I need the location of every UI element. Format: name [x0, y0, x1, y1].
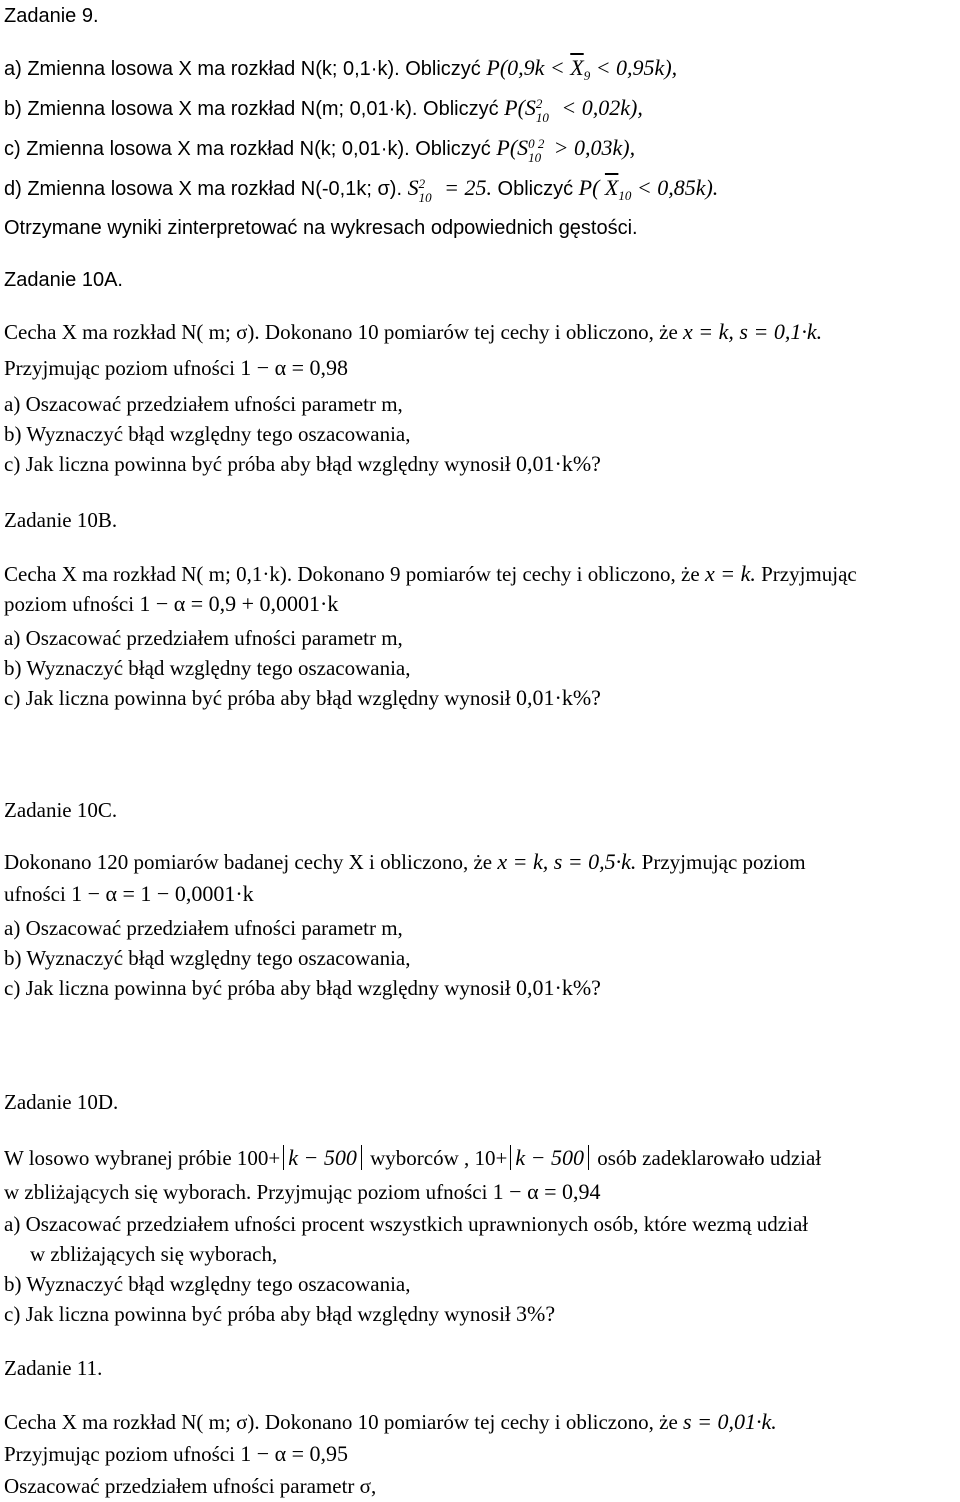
z11-line2-formula: 1 − α = 0,95	[240, 1441, 349, 1466]
z10d-item-b: b) Wyznaczyć błąd względny tego oszacowania,	[4, 1272, 411, 1296]
z10a-line1-formula: x = k, s = 0,1·k.	[683, 319, 823, 344]
z10a-line2	[4, 356, 956, 380]
z10d-line2	[4, 1180, 956, 1204]
z9-b-text: b) Zmienna losowa X ma rozkład N(m; 0,01·k). Obliczyć	[4, 98, 499, 120]
z10c-line1	[4, 850, 956, 874]
z10c-item-a: a) Oszacować przedziałem ufności parametr m,	[4, 916, 403, 940]
z9-item-b	[4, 95, 956, 125]
z9-c-text: c) Zmienna losowa X ma rozkład N(k; 0,01·k). Obliczyć	[4, 138, 491, 160]
z9-c-formula: P(S 0 2 10 > 0,03k),	[496, 135, 636, 165]
z10a-line1	[4, 320, 956, 344]
z11-line1-formula: s = 0,01·k.	[683, 1409, 777, 1434]
z10b-item-a: a) Oszacować przedziałem ufności parametr m,	[4, 626, 403, 650]
z10a-item-c	[4, 452, 956, 476]
z9-b-formula: P(S 2 10 < 0,02k),	[504, 95, 643, 125]
z9-d-text: d) Zmienna losowa X ma rozkład N(-0,1k; σ).	[4, 178, 403, 200]
z10a-c-formula: 0,01·k%?	[516, 451, 601, 476]
z10b-line1-tail: Przyjmując	[761, 562, 857, 586]
z10b-c-formula: 0,01·k%?	[516, 685, 601, 710]
z11-title: Zadanie 11.	[4, 1356, 103, 1380]
z10c-line1-text: Dokonano 120 pomiarów badanej cechy X i obliczono, że	[4, 850, 493, 874]
z10b-item-c	[4, 686, 956, 710]
z10d-c-text: c) Jak liczna powinna być próba aby błąd względny wynosił	[4, 1302, 511, 1326]
z11-line2	[4, 1442, 956, 1466]
z10c-c-formula: 0,01·k%?	[516, 975, 601, 1000]
z10d-line2-formula: 1 − α = 0,94	[492, 1179, 601, 1204]
z10c-line1-formula: x = k, s = 0,5·k.	[497, 849, 637, 874]
z10d-c-formula: 3%?	[516, 1301, 556, 1326]
z10b-line2-text: poziom ufności	[4, 592, 135, 616]
z10d-abs1: k − 500	[283, 1145, 362, 1170]
z10b-item-b: b) Wyznaczyć błąd względny tego oszacowania,	[4, 656, 411, 680]
z10b-line2-formula: 1 − α = 0,9 + 0,0001·k	[139, 591, 339, 616]
z10b-line1	[4, 562, 956, 586]
z11-line1	[4, 1410, 956, 1434]
z9-item-a	[4, 56, 956, 88]
z10a-line2-text: Przyjmując poziom ufności	[4, 356, 235, 380]
z10b-title: Zadanie 10B.	[4, 508, 118, 532]
z10a-item-a: a) Oszacować przedziałem ufności parametr m,	[4, 392, 403, 416]
z9-a-text: a) Zmienna losowa X ma rozkład N(k; 0,1·k). Obliczyć	[4, 58, 481, 80]
z10d-abs2: k − 500	[510, 1145, 589, 1170]
z10a-title: Zadanie 10A.	[4, 269, 123, 291]
z10a-line1-text: Cecha X ma rozkład N( m; σ). Dokonano 10 pomiarów tej cechy i obliczono, że	[4, 320, 678, 344]
z10c-line2	[4, 882, 956, 906]
z11-line2-text: Przyjmując poziom ufności	[4, 1442, 235, 1466]
z10b-line1-text: Cecha X ma rozkład N( m; 0,1·k). Dokonano 9 pomiarów tej cechy i obliczono, że	[4, 562, 700, 586]
z9-item-c	[4, 135, 956, 165]
z10d-line1-b: wyborców , 10+	[370, 1146, 508, 1170]
z10b-c-text: c) Jak liczna powinna być próba aby błąd względny wynosił	[4, 686, 511, 710]
z10d-title: Zadanie 10D.	[4, 1090, 119, 1114]
z9-item-d	[4, 176, 956, 208]
z10a-c-text: c) Jak liczna powinna być próba aby błąd względny wynosił	[4, 452, 511, 476]
z10c-c-text: c) Jak liczna powinna być próba aby błąd względny wynosił	[4, 976, 511, 1000]
z9-note: Otrzymane wyniki zinterpretować na wykresach odpowiednich gęstości.	[4, 217, 638, 239]
z10b-line2	[4, 592, 956, 616]
z10c-line1-tail: Przyjmując poziom	[641, 850, 806, 874]
z10b-line1-formula: x = k.	[704, 561, 756, 586]
z10c-item-c	[4, 976, 956, 1000]
z9-title: Zadanie 9.	[4, 5, 99, 27]
z9-d-text2: Obliczyć	[497, 178, 574, 200]
z10d-line1-c: osób zadeklarowało udział	[597, 1146, 822, 1170]
z10c-line2-text: ufności	[4, 882, 66, 906]
z9-d-formula: P( $\overline{X}_{10} < 0,85k$).	[578, 175, 719, 203]
z9-a-formula: $P(0,9k < \overline{X}_9 < 0,95k)$,	[486, 55, 678, 83]
z10d-item-a1: a) Oszacować przedziałem ufności procent wszystkich uprawnionych osób, które wezmą udział	[4, 1212, 809, 1236]
z11-line3: Oszacować przedziałem ufności parametr σ,	[4, 1474, 377, 1498]
z10d-line1-a: W losowo wybranej próbie 100+	[4, 1146, 281, 1170]
z9-d-s-formula: S 2 10 = 25.	[407, 175, 492, 205]
z10c-line2-formula: 1 − α = 1 − 0,0001·k	[71, 881, 254, 906]
z10a-item-b: b) Wyznaczyć błąd względny tego oszacowania,	[4, 422, 411, 446]
z10d-item-c	[4, 1302, 956, 1326]
z10c-item-b: b) Wyznaczyć błąd względny tego oszacowania,	[4, 946, 411, 970]
z10d-line1	[4, 1146, 956, 1170]
z10a-line2-formula: 1 − α = 0,98	[240, 355, 349, 380]
z10d-line2-text: w zbliżających się wyborach. Przyjmując poziom ufności	[4, 1180, 488, 1204]
z10c-title: Zadanie 10C.	[4, 798, 118, 822]
z11-line1-text: Cecha X ma rozkład N( m; σ). Dokonano 10 pomiarów tej cechy i obliczono, że	[4, 1410, 678, 1434]
z10d-item-a2: w zbliżających się wyborach,	[30, 1242, 278, 1266]
